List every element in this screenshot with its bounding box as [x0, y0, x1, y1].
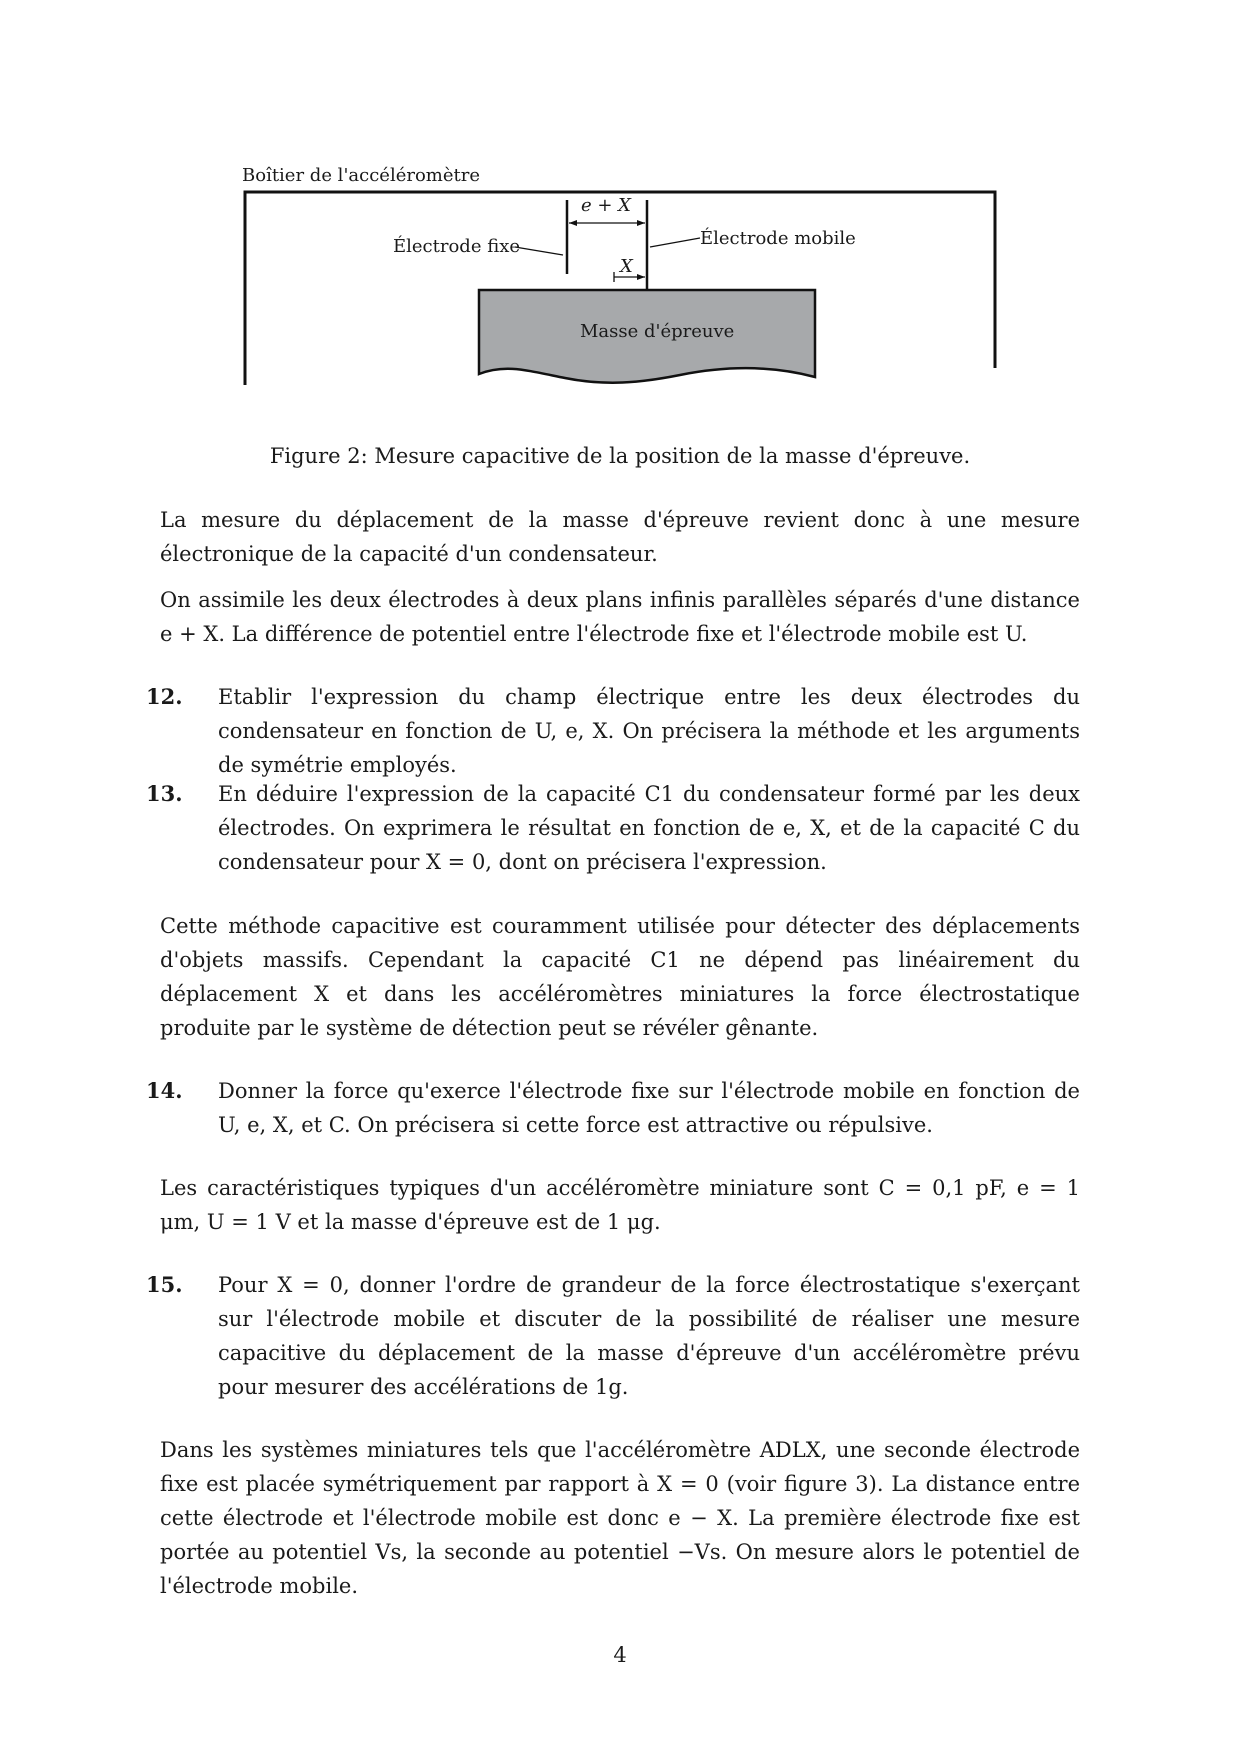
- paragraph-adlx-system: Dans les systèmes miniatures tels que l'accéléromètre ADLX, une seconde électrode fixe est placée symétriquement par rapport à X = 0 (voir figure 3). La distance entre cette électrode et l'électrode mobile est donc e − X. La première électrode fixe est portée au potentiel Vs, la seconde au potentiel −Vs. On mesure alors le potentiel de l'électrode mobile.: [160, 1438, 1080, 1598]
- question-number: 14.: [146, 1078, 183, 1103]
- question-13: [146, 777, 1080, 879]
- mobile-electrode-leader: [650, 238, 700, 247]
- question-text: En déduire l'expression de la capacité C1 du condensateur formé par les deux électrodes. On exprimera le résultat en fonction de e, X, et de la capacité C du condensateur pour X = 0, dont on précisera l'expression.: [218, 782, 1080, 874]
- paragraph-capacitance-intro: La mesure du déplacement de la masse d'épreuve revient donc à une mesure électronique de la capacité d'un condensateur.: [160, 508, 1080, 566]
- question-number: 15.: [146, 1272, 183, 1297]
- gap-label: e + X: [581, 195, 631, 216]
- figure-caption: Figure 2: Mesure capacitive de la position de la masse d'épreuve.: [269, 444, 971, 468]
- question-14: [146, 1074, 1080, 1142]
- displacement-label: X: [620, 256, 633, 277]
- paragraph-capacitive-method: Cette méthode capacitive est couramment utilisée pour détecter des déplacements d'objets massifs. Cependant la capacité C1 ne dépend pas linéairement du déplacement X et dans les accéléromètres miniatures la force électrostatique produite par le système de détection peut se révéler gênante.: [160, 914, 1080, 1040]
- question-12: [146, 680, 1080, 782]
- figure-2: [225, 160, 1015, 390]
- paragraph-plane-model: On assimile les deux électrodes à deux plans infinis parallèles séparés d'une distance e + X. La différence de potentiel entre l'électrode fixe et l'électrode mobile est U.: [160, 588, 1080, 646]
- question-number: 12.: [146, 684, 183, 709]
- mass-label: Masse d'épreuve: [580, 321, 735, 342]
- mobile-electrode-label: Électrode mobile: [700, 228, 856, 249]
- fixed-electrode-leader: [515, 247, 563, 255]
- question-number: 13.: [146, 781, 183, 806]
- page-number: 4: [613, 1643, 627, 1667]
- question-text: Etablir l'expression du champ électrique entre les deux électrodes du condensateur en fonction de U, e, X. On précisera la méthode et les arguments de symétrie employés.: [218, 685, 1080, 777]
- fixed-electrode-label: Électrode fixe: [393, 236, 521, 257]
- housing-label: Boîtier de l'accéléromètre: [242, 165, 480, 186]
- question-text: Donner la force qu'exerce l'électrode fixe sur l'électrode mobile en fonction de U, e, X, et C. On précisera si cette force est attractive ou répulsive.: [218, 1079, 1080, 1137]
- paragraph-typical-values: Les caractéristiques typiques d'un accéléromètre miniature sont C = 0,1 pF, e = 1 μm, U = 1 V et la masse d'épreuve est de 1 μg.: [160, 1176, 1080, 1234]
- question-text: Pour X = 0, donner l'ordre de grandeur de la force électrostatique s'exerçant sur l'électrode mobile et discuter de la possibilité de réaliser une mesure capacitive du déplacement de la masse d'épreuve d'un accéléromètre prévu pour mesurer des accélérations de 1g.: [218, 1273, 1080, 1399]
- question-15: [146, 1268, 1080, 1404]
